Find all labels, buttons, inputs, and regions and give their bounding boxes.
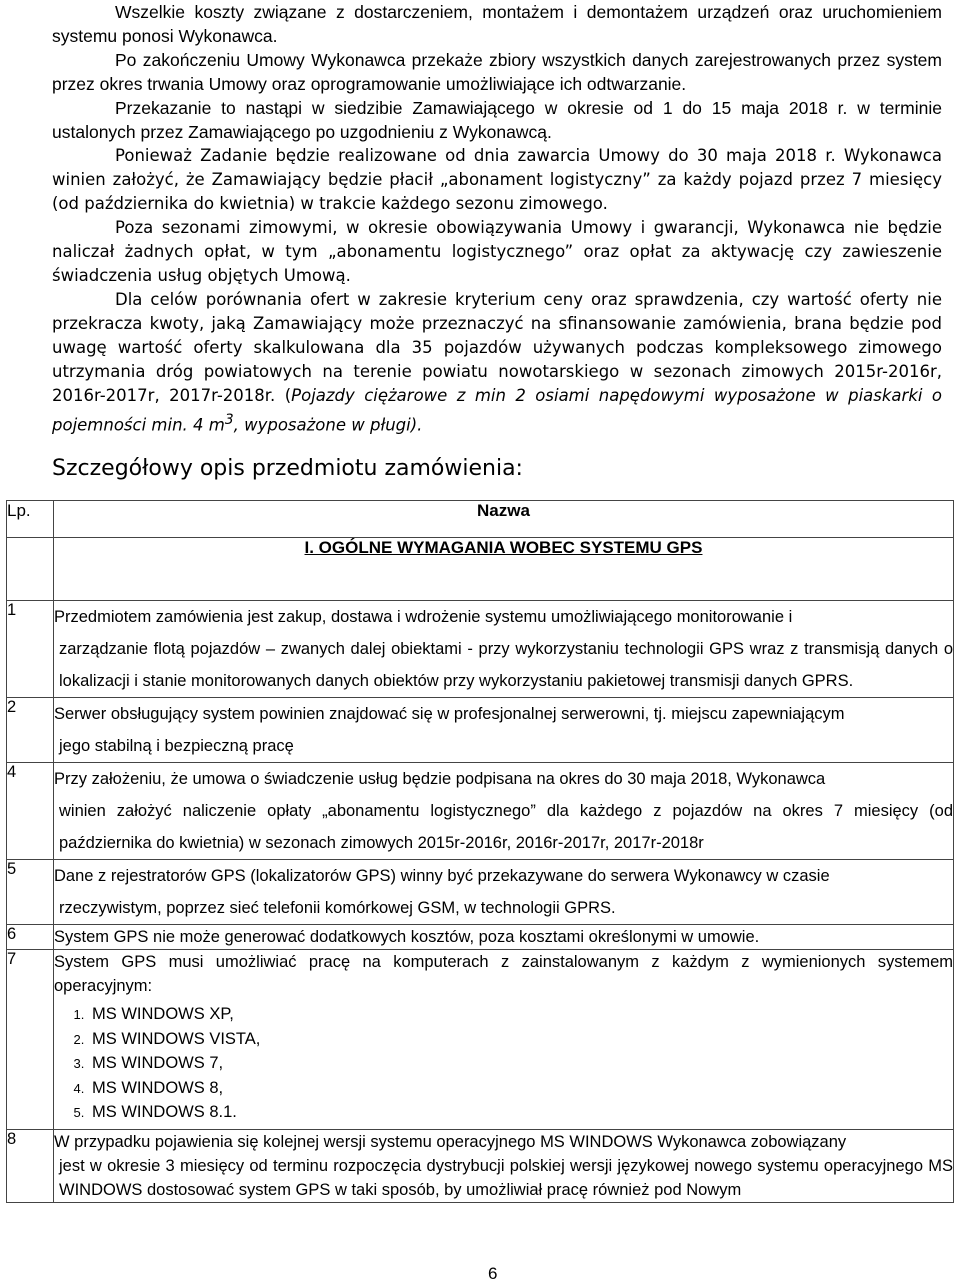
intro-text [52, 0, 942, 438]
intro-paragraph-6-main: Dla celów porównania ofert w zakresie kryterium ceny oraz sprawdzenia, czy wartość oferty nie przekracza kwoty, jaką Zamawiający może przeznaczyć na sfinansowanie zamówienia, brana będzie pod uwagę wartość oferty skalkulowana dla 35 pojazdów używanych podczas kompleksowego zimowego utrzymania dróg powiatowych na terenie powiatu nowotarskiego w sezonach zimowych 2015r-2016r, 2016r-2017r, 2017r-2018r. ( [52, 290, 942, 405]
row-number: 5 [7, 860, 54, 925]
table-row [7, 601, 954, 698]
header-name: Nazwa [54, 501, 954, 538]
os-list-item: 2. MS WINDOWS VISTA, [88, 1027, 953, 1052]
row-content [54, 860, 954, 925]
intro-paragraph-6-end: , wyposażone w pługi). [233, 415, 423, 435]
row-text-continuation: rzeczywistym, poprzez sieć telefonii komórkowej GSM, w technologii GPRS. [59, 899, 616, 917]
intro-paragraph-6 [52, 288, 942, 438]
row-text-continuation: winien założyć naliczenie opłaty „abonamentu logistycznego” dla każdego z pojazdów na okres 7 miesięcy (od października do kwietnia) w sezonach zimowych 2015r-2016r, 2016r-2017r, 2017r-2018r [59, 802, 953, 852]
table-group-row [7, 538, 954, 601]
os-list-item: 3. MS WINDOWS 7, [88, 1051, 953, 1076]
row-text-first: Przedmiotem zamówienia jest zakup, dostawa i wdrożenie systemu umożliwiającego monitorowanie i [54, 608, 793, 626]
row-text-first: System GPS musi umożliwiać pracę na komputerach z zainstalowanym z każdym z wymienionych systemem operacyjnym: [54, 953, 953, 995]
row-content [54, 601, 954, 698]
group-title [54, 538, 954, 601]
row-text-continuation: zarządzanie flotą pojazdów – zwanych dalej obiektami - przy wykorzystaniu technologii GPS wraz z transmisją danych o lokalizacji i stanie monitorowanych danych obiektów przy wykorzystaniu pakietowej transmisji danych GPRS. [59, 640, 953, 690]
table-row [7, 698, 954, 763]
row-content [54, 925, 954, 950]
section-title: Szczegółowy opis przedmiotu zamówienia: [52, 456, 523, 481]
row-content [54, 763, 954, 860]
table-row [7, 860, 954, 925]
row-content [54, 698, 954, 763]
table-row [7, 950, 954, 1130]
row-text-first: Serwer obsługujący system powinien znajdować się w profesjonalnej serwerowni, tj. miejscu zapewniającym [54, 705, 845, 723]
group-title-text: I. OGÓLNE WYMAGANIA WOBEC SYSTEMU GPS [304, 538, 703, 557]
row-text-continuation: jest w okresie 3 miesięcy od terminu rozpoczęcia dystrybucji polskiej wersji językowej nowego systemu operacyjnego MS WINDOWS dostosować system GPS w taki sposób, by umożliwiał pracę również pod Nowym [59, 1156, 953, 1199]
row-text-first: System GPS nie może generować dodatkowych kosztów, poza kosztami określonymi w umowie. [54, 928, 760, 946]
table-row [7, 1129, 954, 1202]
row-text-first: W przypadku pojawienia się kolejnej wersji systemu operacyjnego MS WINDOWS Wykonawca zobowiązany [54, 1132, 847, 1151]
os-list-item: 4. MS WINDOWS 8, [88, 1076, 953, 1101]
specification-table [6, 500, 954, 1203]
intro-paragraph-5: Poza sezonami zimowymi, w okresie obowiązywania Umowy i gwarancji, Wykonawca nie będzie naliczał żadnych opłat, w tym „abonamentu logistycznego” oraz opłat za aktywację czy zawieszenie świadczenia usług objętych Umową. [52, 218, 942, 285]
row-number: 6 [7, 925, 54, 950]
row-number: 1 [7, 601, 54, 698]
header-lp: Lp. [7, 501, 54, 538]
page-number: 6 [488, 1264, 498, 1283]
table-row [7, 763, 954, 860]
row-number: 4 [7, 763, 54, 860]
row-text-first: Dane z rejestratorów GPS (lokalizatorów GPS) winny być przekazywane do serwera Wykonawcy w czasie [54, 867, 830, 885]
table-header-row [7, 501, 954, 538]
row-content [54, 1129, 954, 1202]
row-number: 8 [7, 1129, 54, 1202]
os-list-item: 1. MS WINDOWS XP, [88, 1002, 953, 1027]
table-row [7, 925, 954, 950]
os-list-item: 5. MS WINDOWS 8.1. [88, 1100, 953, 1125]
intro-paragraph-6-superscript: 3 [224, 412, 234, 428]
os-list [54, 1002, 953, 1125]
intro-paragraph-4: Ponieważ Zadanie będzie realizowane od dnia zawarcia Umowy do 30 maja 2018 r. Wykonawca winien założyć, że Zamawiający będzie płacił „abonament logistyczny” za każdy pojazd przez 7 miesięcy (od października do kwietnia) w trakcie każdego sezonu zimowego. [52, 146, 942, 213]
intro-paragraph-1: Wszelkie koszty związane z dostarczeniem, montażem i demontażem urządzeń oraz uruchomieniem systemu ponosi Wykonawca. [52, 2, 942, 46]
intro-paragraph-6-italic: Pojazdy ciężarowe z min 2 osiami napędowymi wyposażone w piaskarki o pojemności min. 4 m [52, 386, 942, 435]
group-lp-cell [7, 538, 54, 601]
row-text-continuation: jego stabilną i bezpieczną pracę [59, 737, 294, 755]
row-number: 7 [7, 950, 54, 1130]
row-number: 2 [7, 698, 54, 763]
row-content [54, 950, 954, 1130]
row-text-first: Przy założeniu, że umowa o świadczenie usług będzie podpisana na okres do 30 maja 2018, Wykonawca [54, 770, 826, 788]
intro-paragraph-2: Po zakończeniu Umowy Wykonawca przekaże zbiory wszystkich danych zarejestrowanych przez system przez okres trwania Umowy oraz oprogramowanie umożliwiające ich odtwarzanie. [52, 50, 942, 94]
intro-paragraph-3: Przekazanie to nastąpi w siedzibie Zamawiającego w okresie od 1 do 15 maja 2018 r. w terminie ustalonych przez Zamawiającego po uzgodnieniu z Wykonawcą. [52, 98, 942, 142]
